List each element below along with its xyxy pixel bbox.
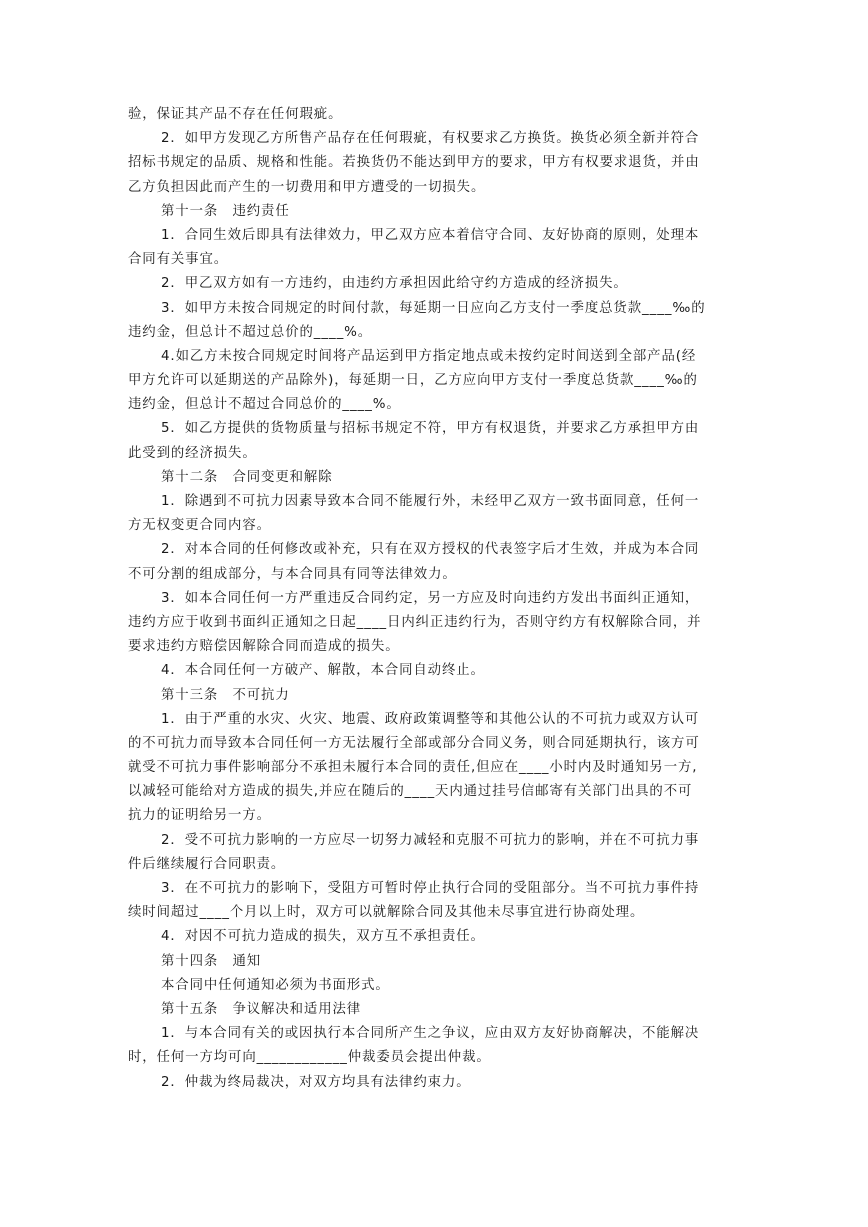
text-line: 就受不可抗力事件影响部分不承担未履行本合同的责任,但应在____小时内及时通知另一方, [128, 760, 698, 776]
text-line: 件后继续履行合同职责。 [128, 856, 286, 872]
text-line: 3．如本合同任何一方严重违反合同约定，另一方应及时向违约方发出书面纠正通知， [161, 590, 700, 606]
text-line: 3．在不可抗力的影响下，受阻方可暂时停止执行合同的受阻部分。当不可抗力事件持 [161, 881, 700, 896]
text-line: 1．与本合同有关的或因执行本合同所产生之争议，应由双方友好协商解决，不能解决 [161, 1026, 700, 1042]
text-line: 5．如乙方提供的货物质量与招标书规定不符，甲方有权退货，并要求乙方承担甲方由 [161, 421, 700, 437]
text-line: 1．除遇到不可抗力因素导致本合同不能履行外，未经甲乙双方一致书面同意，任何一 [161, 494, 700, 509]
text-line: 要求违约方赔偿因解除合同而造成的损失。 [128, 639, 400, 655]
text-line: 2．甲乙双方如有一方违约，由违约方承担因此给守约方造成的经济损失。 [161, 276, 628, 292]
text-line: 违约金，但总计不超过总价的____%。 [128, 324, 373, 340]
text-line: 此受到的经济损失。 [128, 445, 257, 461]
text-line: 以减轻可能给对方造成的损失,并应在随后的____天内通过挂号信邮寄有关部门出具的不可 [128, 784, 693, 800]
text-line: 4．本合同任何一方破产、解散，本合同自动终止。 [161, 663, 485, 679]
text-line: 2．如甲方发现乙方所售产品存在任何瑕疵，有权要求乙方换货。换货必须全新并符合 [161, 131, 700, 147]
text-line: 4.如乙方未按合同规定时间将产品运到甲方指定地点或未按约定时间送到全部产品(经 [161, 348, 697, 364]
text-line: 方无权变更合同内容。 [128, 518, 271, 534]
text-line: 违约方应于收到书面纠正通知之日起____日内纠正违约行为，否则守约方有权解除合同，并 [128, 614, 702, 630]
text-line: 抗力的证明给另一方。 [128, 808, 271, 824]
text-line: 违约金，但总计不超过合同总价的____%。 [128, 397, 401, 413]
text-line: 2．对本合同的任何修改或补充，只有在双方授权的代表签字后才生效，并成为本合同 [161, 542, 700, 558]
text-line: 时，任何一方均可向____________仲裁委员会提出仲裁。 [128, 1050, 491, 1066]
text-line: 第十二条 合同变更和解除 [161, 469, 333, 485]
text-line: 不可分割的组成部分，与本合同具有同等法律效力。 [128, 566, 457, 582]
text-line: 4．对因不可抗力造成的损失，双方互不承担责任。 [161, 929, 485, 945]
text-line: 甲方允许可以延期送的产品除外)，每延期一日，乙方应向甲方支付一季度总货款____‰的 [128, 373, 698, 389]
text-line: 合同有关事宜。 [128, 252, 229, 268]
text-line: 2．仲裁为终局裁决，对双方均具有法律约束力。 [161, 1074, 471, 1090]
text-line: 第十一条 违约责任 [161, 203, 290, 219]
text-line: 招标书规定的品质、规格和性能。若换货仍不能达到甲方的要求，甲方有权要求退货，并由 [128, 155, 700, 171]
text-line: 的不可抗力而导致本合同任何一方无法履行全部或部分合同义务，则合同延期执行，该方可 [128, 735, 700, 751]
contract-body [128, 103, 743, 1095]
text-line: 3．如甲方未按合同规定的时间付款，每延期一日应向乙方支付一季度总货款____‰的 [161, 300, 706, 316]
text-line: 第十三条 不可抗力 [161, 687, 290, 703]
text-line: 1．由于严重的水灾、火灾、地震、政府政策调整等和其他公认的不可抗力或双方认可 [161, 711, 700, 727]
text-line: 第十四条 通知 [161, 953, 262, 969]
text-line: 第十五条 争议解决和适用法律 [161, 1001, 362, 1017]
text-line: 2．受不可抗力影响的一方应尽一切努力减轻和克服不可抗力的影响，并在不可抗力事 [161, 832, 700, 848]
text-line: 续时间超过____个月以上时，双方可以就解除合同及其他未尽事宜进行协商处理。 [128, 905, 645, 921]
text-line: 验，保证其产品不存在任何瑕疵。 [128, 107, 343, 122]
text-line: 乙方负担因此而产生的一切费用和甲方遭受的一切损失。 [128, 179, 486, 195]
text-line: 1．合同生效后即具有法律效力，甲乙双方应本着信守合同、友好协商的原则，处理本 [161, 227, 700, 243]
text-line: 本合同中任何通知必须为书面形式。 [161, 977, 390, 993]
